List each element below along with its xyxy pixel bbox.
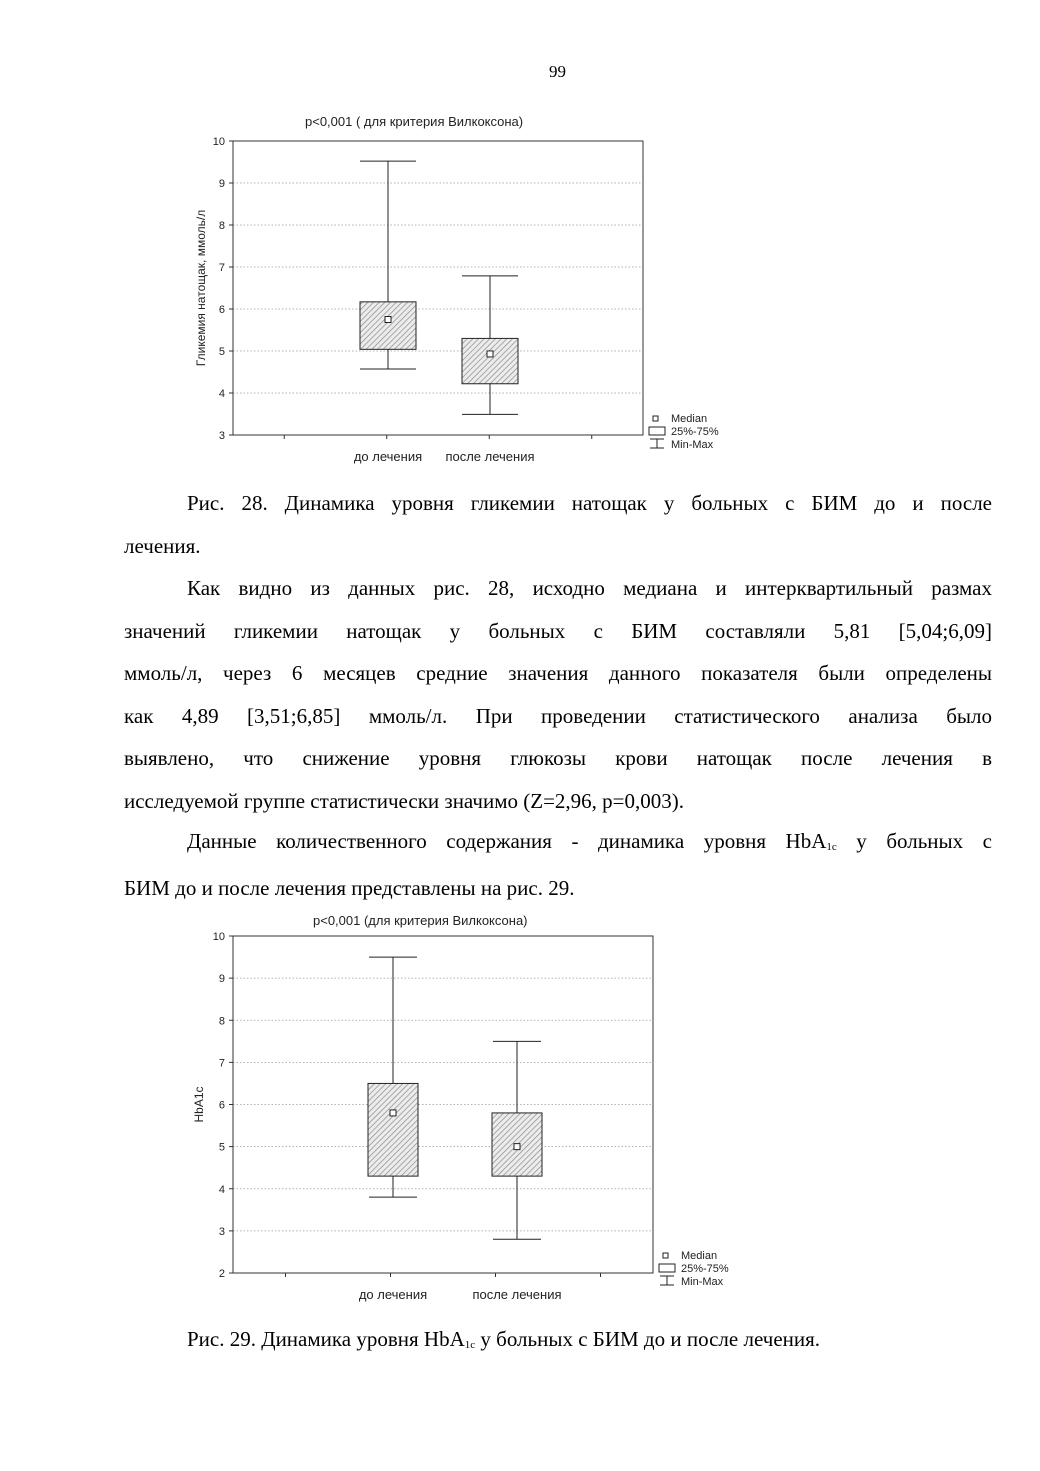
category-label: после лечения (472, 1287, 562, 1302)
legend-minmax-label: Min-Max (681, 1276, 724, 1288)
caption-29-text-b: у больных с БИМ до и после лечения. (475, 1327, 821, 1351)
caption-28-line-2: лечения. (124, 533, 201, 558)
y-tick-label: 10 (212, 136, 225, 148)
chart-title: p<0,001 ( для критерия Вилкоксона) (305, 114, 524, 129)
figure-28-svg (185, 100, 745, 475)
legend-box-label: 25%-75% (681, 1263, 729, 1275)
y-tick-label: 4 (218, 388, 225, 400)
box-iqr (360, 302, 416, 349)
paragraph-2-subscript: 1c (826, 841, 837, 853)
caption-29-subscript: 1c (464, 1339, 476, 1351)
median-marker (487, 351, 493, 357)
figure-29-chart (185, 905, 755, 1315)
y-tick-label: 6 (218, 1099, 225, 1112)
y-tick-label: 6 (218, 304, 225, 316)
paragraph-1-line-3: ммоль/л, через 6 месяцев средние значения данного показателя были определены (124, 661, 992, 685)
category-label: после лечения (445, 449, 535, 464)
paragraph-1 (124, 567, 992, 822)
y-tick-label: 4 (218, 1183, 225, 1196)
y-tick-label: 8 (218, 1015, 225, 1028)
y-axis-label: HbA1c (192, 1086, 206, 1123)
median-marker (514, 1144, 520, 1150)
box-iqr (462, 338, 518, 383)
paragraph-2-text-b: у больных с (836, 829, 992, 853)
y-tick-label: 10 (212, 931, 225, 943)
y-tick-label: 7 (218, 262, 225, 274)
caption-28 (124, 482, 992, 567)
paragraph-1-line-4: как 4,89 [3,51;6,85] ммоль/л. При проведении статистического анализа было (124, 703, 992, 728)
paragraph-2-line-1 (124, 820, 992, 867)
paragraph-2-line-2: БИМ до и после лечения представлены на рис. 29. (124, 875, 575, 900)
chart-title: p<0,001 (для критерия Вилкоксона) (313, 913, 528, 928)
median-marker (385, 317, 391, 323)
legend-median-symbol (653, 416, 658, 421)
figure-29-svg (185, 905, 755, 1315)
category-label: до лечения (353, 449, 423, 464)
caption-29-line (124, 1318, 992, 1365)
legend-median-label: Median (671, 413, 708, 425)
y-tick-label: 9 (218, 178, 225, 190)
category-label: до лечения (358, 1287, 428, 1302)
page-number: 99 (549, 62, 566, 81)
paragraph-2-text-a: Данные количественного содержания - динамика уровня HbA (187, 829, 827, 853)
caption-29 (124, 1318, 992, 1365)
legend-box-label: 25%-75% (671, 426, 719, 438)
caption-29-text-a: Рис. 29. Динамика уровня HbA (187, 1327, 465, 1351)
y-tick-label: 7 (218, 1057, 225, 1070)
caption-28-line-1: Рис. 28. Динамика уровня гликемии натощак у больных с БИМ до и после (187, 491, 992, 515)
figure-28-chart (185, 100, 745, 475)
paragraph-1-line-1: Как видно из данных рис. 28, исходно медиана и интерквартильный размах (187, 576, 992, 600)
y-tick-label: 2 (218, 1268, 225, 1280)
y-axis-label: Гликемия натощак, ммоль/л (194, 209, 208, 367)
paragraph-1-line-6: исследуемой группе статистически значимо (Z=2,96, p=0,003). (124, 788, 684, 813)
y-tick-label: 9 (218, 973, 225, 986)
y-tick-label: 8 (218, 220, 225, 232)
plot-frame (233, 141, 643, 435)
y-tick-label: 3 (218, 430, 225, 442)
legend-box-symbol (659, 1264, 675, 1272)
paragraph-2 (124, 820, 992, 909)
median-marker (390, 1110, 396, 1116)
y-tick-label: 5 (218, 1141, 225, 1154)
paragraph-1-line-2: значений гликемии натощак у больных с БИМ составляли 5,81 [5,04;6,09] (124, 618, 992, 643)
legend-box-symbol (649, 427, 665, 435)
legend-minmax-label: Min-Max (671, 439, 714, 451)
legend-median-label: Median (681, 1250, 718, 1262)
box-iqr (368, 1083, 418, 1176)
y-tick-label: 5 (218, 346, 225, 358)
paragraph-1-line-5: выявлено, что снижение уровня глюкозы крови натощак после лечения в (124, 746, 992, 770)
legend-median-symbol (663, 1253, 668, 1258)
y-tick-label: 3 (218, 1225, 225, 1238)
